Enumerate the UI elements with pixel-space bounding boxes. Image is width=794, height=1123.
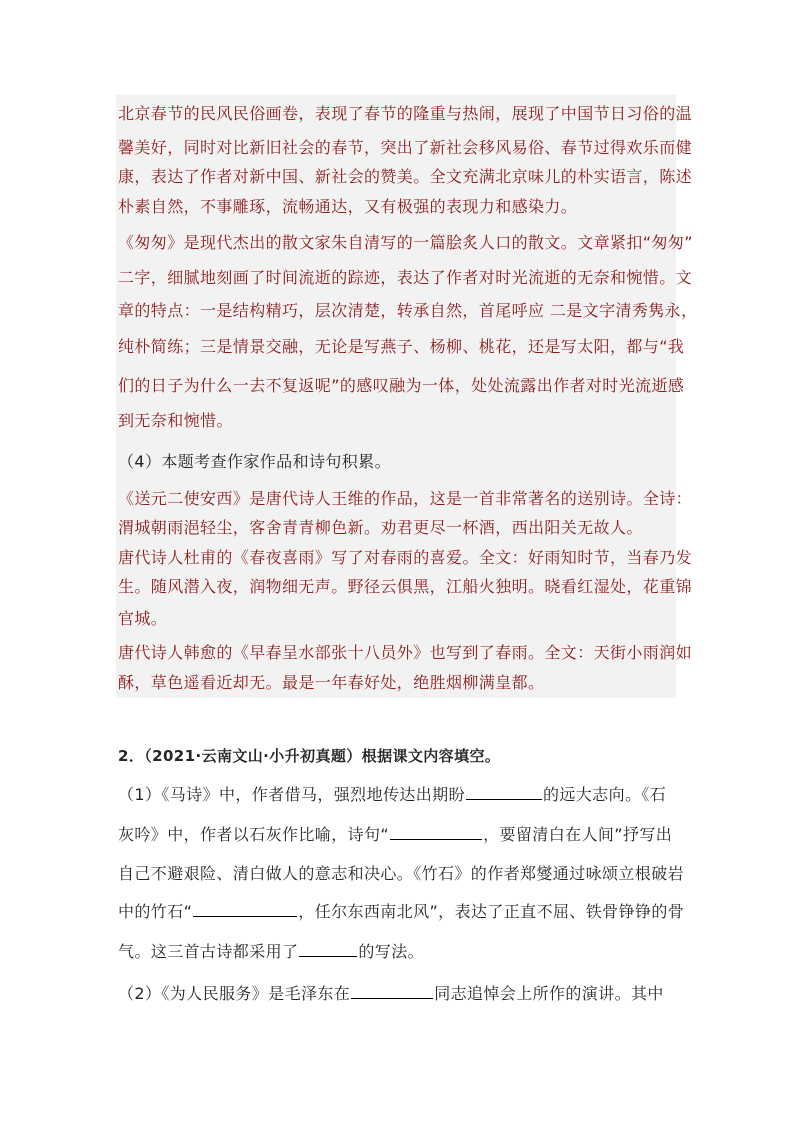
explanation-line: 到无奈和惋惜。 [118,411,233,430]
answer-blank[interactable] [299,942,357,957]
question-line: 自己不避艰险、清白做人的意志和决心。《竹石》的作者郑燮通过咏颂立根破岩 [118,864,685,883]
explanation-line: 《匆匆》是现代杰出的散文家朱自清写的一篇脍炙人口的散文。文章紧扣“匆匆” [118,233,693,252]
answer-blank[interactable] [351,984,433,999]
question-line [118,824,672,846]
question-text: 的远大志向。《石 [542,785,667,804]
question-text: （2）《为人民服务》是毛泽东在 [118,984,351,1003]
question-line [118,784,666,806]
explanation-subtitle: （4）本题考查作家作品和诗句积累。 [118,452,391,471]
question-line [118,901,684,923]
explanation-line: 馨美好，同时对比新旧社会的春节，突出了新社会移风易俗、春节过得欢乐而健 [118,138,693,157]
question-heading: 2．（2021·云南文山·小升初真题）根据课文内容填空。 [118,747,501,765]
explanation-line: 康，表达了作者对新中国、新社会的赞美。全文充满北京味儿的朴实语言，陈述 [118,167,693,186]
explanation-line: 朴素自然，不事雕琢，流畅通达，又有极强的表现力和感染力。 [118,197,578,216]
question-text: 灰吟》中，作者以石灰作比喻，诗句“ [118,825,390,844]
explanation-line: 《送元二使安西》是唐代诗人王维的作品，这是一首非常著名的送别诗。全诗： [118,489,693,508]
explanation-line: 官城。 [118,609,168,628]
explanation-line: 北京春节的民风民俗画卷，表现了春节的隆重与热闹，展现了中国节日习俗的温 [118,104,693,123]
question-text: 同志追悼会上所作的演讲。其中 [434,984,664,1003]
question-line [118,983,664,1005]
answer-blank[interactable] [466,785,542,800]
question-line [118,941,424,963]
answer-blank[interactable] [390,825,482,840]
explanation-line: 章的特点：一是结构精巧，层次清楚，转承自然，首尾呼应 二是文字清秀隽永， [118,301,698,320]
explanation-line: 唐代诗人韩愈的《早春呈水部张十八员外》也写到了春雨。全文：天街小雨润如 [118,643,693,662]
explanation-line: 纯朴简练；三是情景交融，无论是写燕子、杨柳、桃花，还是写太阳，都与“我 [118,337,685,356]
explanation-line: 们的日子为什么一去不复返呢”的感叹融为一体，处处流露出作者对时光流逝感 [118,376,685,395]
question-text: 中的竹石“ [118,902,193,921]
question-text: 气。这三首古诗都采用了 [118,942,299,961]
explanation-line: 唐代诗人杜甫的《春夜喜雨》写了对春雨的喜爱。全文：好雨知时节，当春乃发 [118,548,693,567]
explanation-line: 生。随风潜入夜，润物细无声。野径云俱黑，江船火独明。晓看红湿处，花重锦 [118,577,693,596]
question-text: ，要留清白在人间”抒写出 [483,825,673,844]
explanation-line: 二字，细腻地刻画了时间流逝的踪迹，表达了作者对时光流逝的无奈和惋惜。文 [118,268,693,287]
explanation-line: 酥，草色遥看近却无。最是一年春好处，绝胜烟柳满皇都。 [118,673,545,692]
question-text: （1）《马诗》中，作者借马，强烈地传达出期盼 [118,785,465,804]
question-text: ，任尔东西南北风”，表达了正直不屈、铁骨铮铮的骨 [298,902,685,921]
question-text: 的写法。 [358,942,425,961]
explanation-line: 渭城朝雨浥轻尘，客舍青青柳色新。劝君更尽一杯酒，西出阳关无故人。 [118,518,643,537]
answer-blank[interactable] [193,902,297,917]
